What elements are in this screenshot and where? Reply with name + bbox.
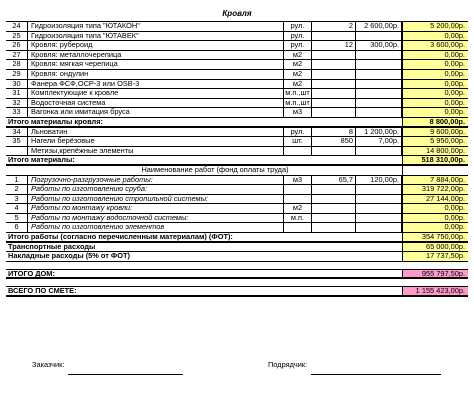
extra-row (6, 147, 468, 157)
house-total-sum: 955 797,50р. (402, 270, 468, 278)
work-row (6, 176, 468, 186)
signature-area (6, 350, 468, 420)
works-header-row (6, 166, 468, 176)
item-quantity (312, 185, 356, 194)
material-row (6, 32, 468, 42)
customer-signature-line (68, 374, 183, 375)
item-price (356, 51, 402, 60)
item-name: Кровля: ондулин (28, 70, 284, 79)
work-row (6, 185, 468, 195)
item-price: 120,00р. (356, 176, 402, 185)
item-unit: м2 (284, 60, 312, 69)
item-price (356, 70, 402, 79)
item-sum: 0,00р. (402, 32, 468, 41)
item-quantity: 2 (312, 22, 356, 31)
extra-row (6, 128, 468, 138)
row-number: 25 (6, 32, 28, 41)
item-sum: 0,00р. (402, 204, 468, 213)
item-name: Комплектующие к кровле (28, 89, 284, 98)
item-quantity (312, 60, 356, 69)
works-header: Наименование работ (фонд оплаты труда) (141, 165, 289, 174)
row-number (6, 147, 28, 156)
item-quantity (312, 89, 356, 98)
extras-table (6, 128, 468, 157)
row-number: 28 (6, 60, 28, 69)
item-unit: м2 (284, 51, 312, 60)
item-quantity (312, 204, 356, 213)
item-price (356, 89, 402, 98)
row-number: 30 (6, 80, 28, 89)
house-total-row (6, 270, 468, 280)
item-sum: 5 200,00р. (402, 22, 468, 31)
item-quantity (312, 214, 356, 223)
item-name: Гидроизоляция типа "ЮТАВЕК" (28, 32, 284, 41)
material-row (6, 41, 468, 51)
materials-total-label: Итого материалы: (8, 156, 75, 164)
item-unit (284, 185, 312, 194)
work-row (6, 195, 468, 205)
totals-table (6, 233, 468, 262)
row-number: 27 (6, 51, 28, 60)
estimate-total-row (6, 287, 468, 297)
material-row (6, 80, 468, 90)
item-sum: 0,00р. (402, 89, 468, 98)
item-price (356, 108, 402, 117)
total-row (6, 252, 468, 262)
item-name: Кровля: мягкая черепица (28, 60, 284, 69)
row-number: 5 (6, 214, 28, 223)
material-row (6, 99, 468, 109)
item-sum: 0,00р. (402, 214, 468, 223)
section-title: Кровля (222, 10, 252, 18)
item-quantity: 65,7 (312, 176, 356, 185)
row-number: 26 (6, 41, 28, 50)
item-sum: 0,00р. (402, 108, 468, 117)
row-number: 2 (6, 185, 28, 194)
row-number: 32 (6, 99, 28, 108)
item-price: 1 200,00р. (356, 128, 402, 137)
item-price (356, 80, 402, 89)
item-sum: 0,00р. (402, 60, 468, 69)
item-name: Погрузочно-разгрузочные работы: (28, 176, 284, 185)
row-number: 31 (6, 89, 28, 98)
works-table (6, 176, 468, 234)
row-number: 29 (6, 70, 28, 79)
total-label: Транспортные расходы (8, 242, 96, 251)
item-quantity (312, 80, 356, 89)
item-price (356, 204, 402, 213)
item-price (356, 185, 402, 194)
item-quantity (312, 51, 356, 60)
item-quantity (312, 108, 356, 117)
work-row (6, 223, 468, 233)
row-number: 6 (6, 223, 28, 232)
row-number: 3 (6, 195, 28, 204)
item-unit: рул. (284, 22, 312, 31)
item-quantity (312, 99, 356, 108)
material-row (6, 70, 468, 80)
item-price (356, 214, 402, 223)
item-quantity: 8 (312, 128, 356, 137)
work-row (6, 204, 468, 214)
item-name: Нагели берёзовые (28, 137, 284, 146)
item-unit: рул. (284, 41, 312, 50)
materials-total-row (6, 156, 468, 166)
item-sum: 3 600,00р. (402, 41, 468, 50)
spacer-row-2 (6, 279, 468, 287)
item-unit: м2 (284, 204, 312, 213)
material-row (6, 89, 468, 99)
item-quantity (312, 70, 356, 79)
works-header-blank (402, 166, 468, 175)
item-price (356, 60, 402, 69)
item-sum: 9 600,00р. (402, 128, 468, 137)
estimate-total-label: ВСЕГО ПО СМЕТЕ: (8, 287, 77, 296)
section-title-row (6, 10, 468, 22)
item-unit (284, 223, 312, 232)
row-number: 1 (6, 176, 28, 185)
item-name: Работы по изготовлению элементов (28, 223, 284, 232)
item-name: Работы по монтажу водосточной системы: (28, 214, 284, 223)
roof-total-row (6, 118, 468, 128)
item-price: 7,00р. (356, 137, 402, 146)
material-row (6, 22, 468, 32)
contractor-label: Подрядчик: (268, 360, 308, 369)
total-row (6, 243, 468, 253)
material-row (6, 108, 468, 118)
item-unit: м3 (284, 108, 312, 117)
item-unit: м.п.,шт (284, 99, 312, 108)
spacer-row (6, 262, 468, 270)
item-sum: 0,00р. (402, 51, 468, 60)
item-name: Работы по изготовлению сруба: (28, 185, 284, 194)
item-unit: м2 (284, 80, 312, 89)
item-price: 2 600,00р. (356, 22, 402, 31)
item-price (356, 195, 402, 204)
item-price (356, 147, 402, 156)
item-name: Фанера ФСФ,OCP-3 или OSB-3 (28, 80, 284, 89)
item-unit: рул. (284, 32, 312, 41)
total-sum: 65 000,00р. (402, 243, 468, 252)
estimate-total-sum: 1 155 423,00р. (402, 287, 468, 295)
item-sum: 7 884,00р. (402, 176, 468, 185)
item-price (356, 32, 402, 41)
item-quantity (312, 32, 356, 41)
item-sum: 0,00р. (402, 70, 468, 79)
item-price (356, 223, 402, 232)
item-quantity: 850 (312, 137, 356, 146)
customer-label: Заказчик: (32, 360, 65, 369)
item-quantity (312, 223, 356, 232)
roof-total-sum: 8 800,00р. (402, 118, 468, 126)
estimate-sheet (6, 10, 468, 297)
item-unit: м3 (284, 176, 312, 185)
item-name: Работы по монтажу кровли: (28, 204, 284, 213)
item-unit: м2 (284, 70, 312, 79)
item-name: Гидроизоляция типа "ЮТАКОН" (28, 22, 284, 31)
roof-total-label: Итого материалы кровля: (8, 117, 103, 126)
item-name: Льноватин (28, 128, 284, 137)
item-unit (284, 195, 312, 204)
item-price: 300,00р. (356, 41, 402, 50)
extra-row (6, 137, 468, 147)
item-unit: м.п.,шт (284, 89, 312, 98)
house-total-label: ИТОГО ДОМ: (8, 269, 55, 278)
item-sum: 27 144,00р. (402, 195, 468, 204)
item-quantity (312, 147, 356, 156)
item-unit: м.п. (284, 214, 312, 223)
item-name: Вагонка или имитация бруса (28, 108, 284, 117)
item-unit (284, 147, 312, 156)
materials-total-sum: 518 310,00р. (402, 156, 468, 164)
item-sum: 0,00р. (402, 80, 468, 89)
total-label: Накладные расходы (5% от ФОТ) (8, 252, 130, 261)
total-sum: 17 737,50р. (402, 252, 468, 261)
row-number: 24 (6, 22, 28, 31)
item-price (356, 99, 402, 108)
contractor-signature-line (311, 374, 441, 375)
item-sum: 0,00р. (402, 223, 468, 232)
item-name: Кровля: рубероид (28, 41, 284, 50)
item-name: Метизы,крепёжные элементы (28, 147, 284, 156)
item-unit: рул. (284, 128, 312, 137)
item-unit: шт. (284, 137, 312, 146)
total-row (6, 233, 468, 243)
item-quantity: 12 (312, 41, 356, 50)
materials-table (6, 22, 468, 118)
item-name: Работы по изготовлению стропильной системы: (28, 195, 284, 204)
item-sum: 14 800,00р. (402, 147, 468, 156)
item-sum: 0,00р. (402, 99, 468, 108)
work-row (6, 214, 468, 224)
item-quantity (312, 195, 356, 204)
item-name: Кровля: металлочерепица (28, 51, 284, 60)
row-number: 35 (6, 137, 28, 146)
row-number: 33 (6, 108, 28, 117)
row-number: 4 (6, 204, 28, 213)
total-sum: 354 750,00р. (402, 233, 468, 241)
item-sum: 319 722,00р. (402, 185, 468, 194)
total-label: Итого работы (согласно перечисленным материалам) (ФОТ): (8, 233, 233, 241)
material-row (6, 60, 468, 70)
item-sum: 5 950,00р. (402, 137, 468, 146)
item-name: Водосточная система (28, 99, 284, 108)
material-row (6, 51, 468, 61)
row-number: 34 (6, 128, 28, 137)
